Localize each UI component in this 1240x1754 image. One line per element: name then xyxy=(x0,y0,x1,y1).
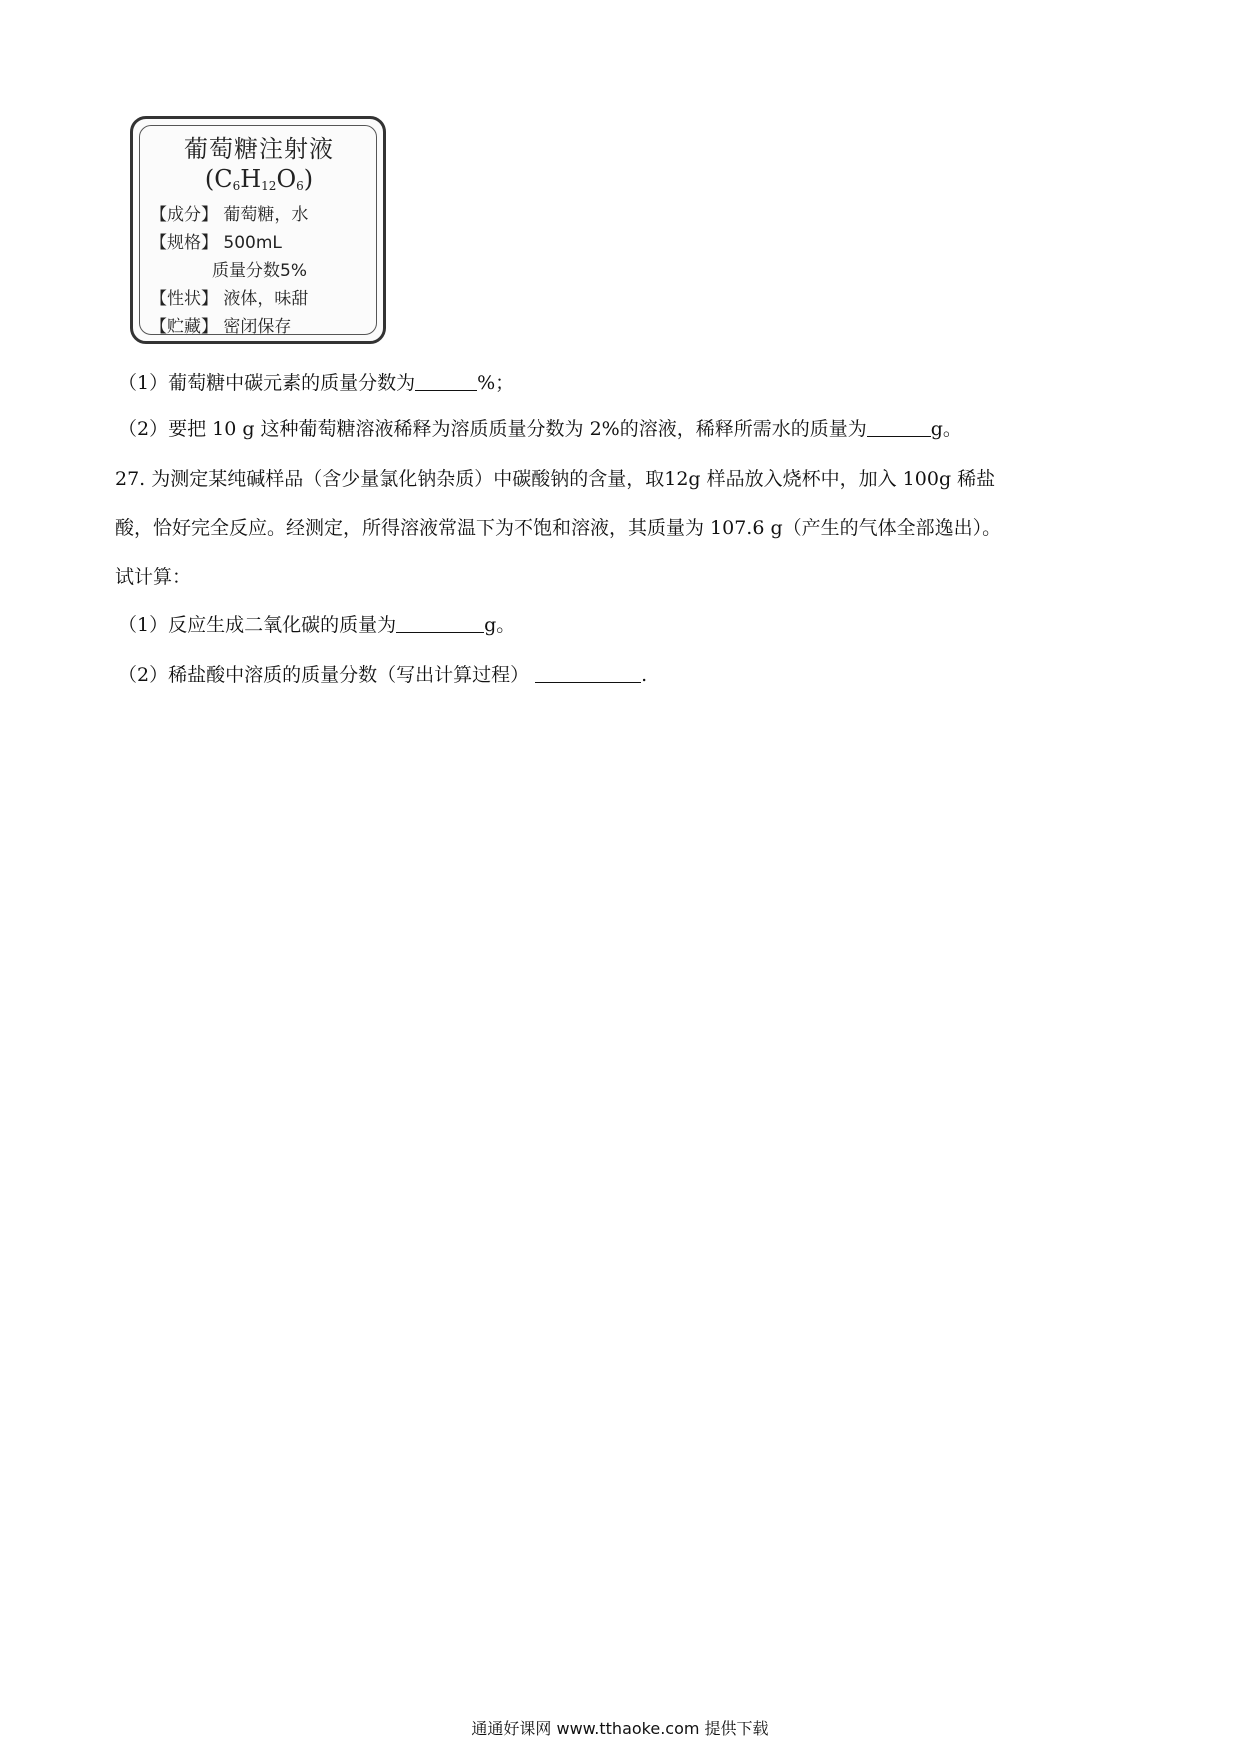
label-storage: 【贮藏】 密闭保存 xyxy=(150,317,292,337)
answer-blank[interactable] xyxy=(867,416,931,437)
label-title: 葡萄糖注射液 xyxy=(184,135,334,163)
answer-blank[interactable] xyxy=(415,370,477,391)
answer-blank[interactable] xyxy=(396,612,484,633)
q27-stem-line2: 酸，恰好完全反应。经测定，所得溶液常温下为不饱和溶液，其质量为 107.6 g（产生的气体全部逸出）。 xyxy=(115,517,1002,539)
q27-stem-line1: 27. 为测定某纯碱样品（含少量氯化钠杂质）中碳酸钠的含量，取12g 样品放入烧杯中，加入 100g 稀盐 xyxy=(115,468,996,490)
label-spec-fraction: 质量分数5% xyxy=(212,261,307,281)
glucose-label-image xyxy=(130,116,386,344)
q27-sub1: （1）反应生成二氧化碳的质量为 g。 xyxy=(118,614,516,636)
label-spec: 【规格】 500mL xyxy=(150,233,282,253)
q27-sub2: （2）稀盐酸中溶质的质量分数（写出计算过程） . xyxy=(118,664,648,686)
q26-sub2: （2）要把 10 g 这种葡萄糖溶液稀释为溶质质量分数为 2%的溶液，稀释所需水的质量为 g。 xyxy=(118,418,962,440)
q26-sub1: （1）葡萄糖中碳元素的质量分数为 %； xyxy=(118,372,515,394)
answer-blank[interactable] xyxy=(535,662,641,683)
glucose-label-inner xyxy=(139,125,377,335)
label-property: 【性状】 液体，味甜 xyxy=(150,289,309,309)
label-ingredients: 【成分】 葡萄糖，水 xyxy=(150,205,309,225)
label-formula: $(C_6H_{12}O_6)$ xyxy=(204,165,314,193)
q27-stem-line3: 试计算： xyxy=(115,566,192,588)
page-footer: 通通好课网 www.tthaoke.com 提供下载 xyxy=(471,1719,769,1738)
